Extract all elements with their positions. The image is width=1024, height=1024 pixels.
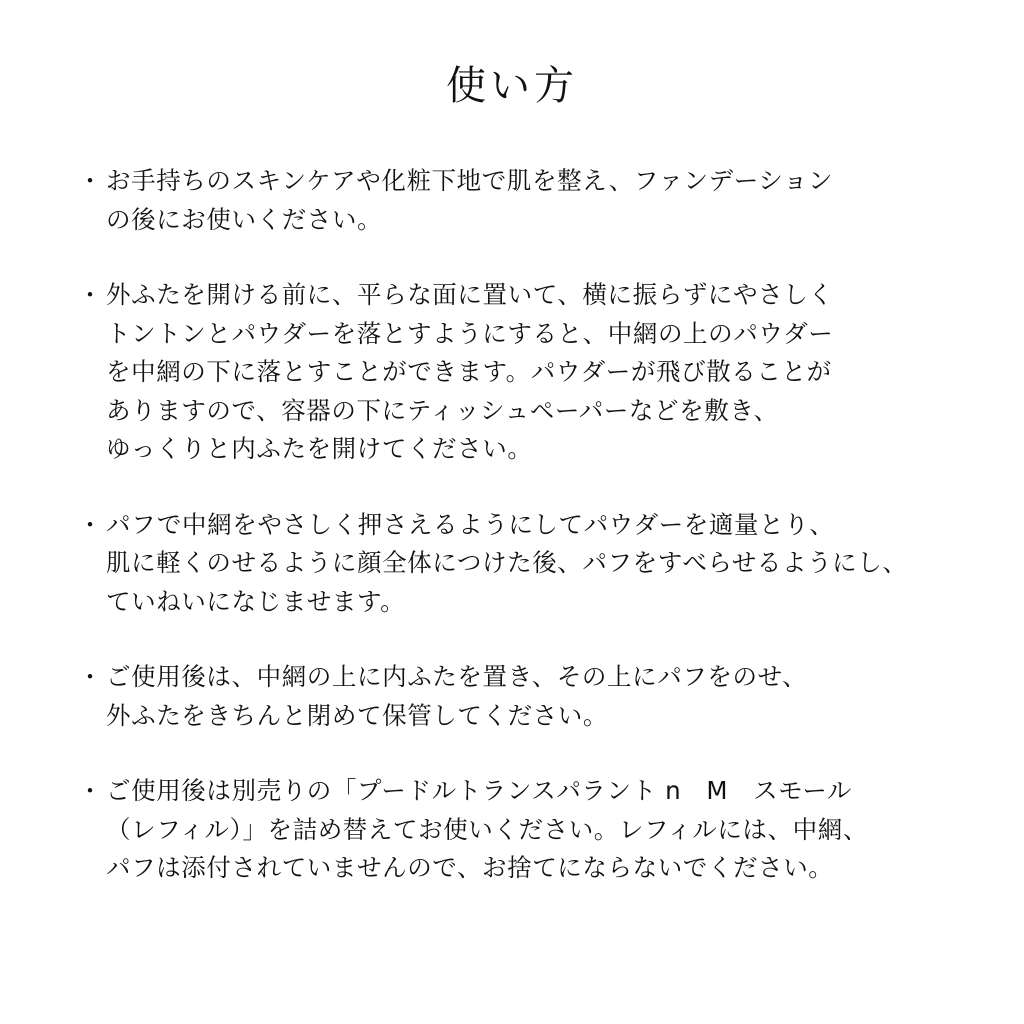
bullet-marker: ・: [78, 281, 102, 309]
instruction-line: 外ふたをきちんと閉めて保管してください。: [106, 700, 608, 730]
instruction-line: ご使用後は、中網の上に内ふたを置き、その上にパフをのせ、: [106, 662, 808, 691]
instruction-line: ゆっくりと内ふたを開けてください。: [106, 434, 533, 463]
instruction-line: ご使用後は別売りの「プードルトランスパラント n M スモール: [106, 776, 853, 805]
bullet-marker: ・: [78, 510, 102, 539]
instruction-line: トントンとパウダーを落とすようにすると、中網の上のパウダー: [106, 318, 834, 348]
page-title: 使い方: [446, 63, 578, 109]
instruction-list: [72, 162, 972, 888]
instruction-line: ありますので、容器の下にティッシュペーパーなどを敷き、: [106, 395, 779, 425]
instruction-line: 外ふたを開ける前に、平らな面に置いて、横に振らずにやさしく: [106, 280, 834, 309]
instruction-line: パフは添付されていませんので、お捨てにならないでください。: [106, 853, 834, 882]
instruction-item-5: [72, 772, 972, 888]
instruction-item-4: [72, 658, 972, 735]
instruction-item-3: [72, 506, 972, 622]
instruction-line: パフで中網をやさしく押さえるようにしてパウダーを適量とり、: [106, 509, 835, 539]
instruction-item-2: [72, 276, 972, 469]
instruction-line: （レフィル）」を詰め替えてお使いください。レフィルには、中網、: [106, 814, 868, 844]
instruction-line: お手持ちのスキンケアや化粧下地で肌を整え、ファンデーション: [106, 166, 834, 195]
instruction-line: の後にお使いください。: [106, 204, 383, 234]
instruction-line: 肌に軽くのせるように顔全体につけた後、パフをすべらせるようにし、: [106, 548, 908, 577]
bullet-marker: ・: [78, 777, 102, 805]
instruction-item-1: [72, 162, 972, 239]
bullet-marker: ・: [78, 167, 102, 195]
instruction-line: を中網の下に落とすことができます。パウダーが飛び散ることが: [106, 357, 832, 386]
instruction-line: ていねいになじませます。: [106, 586, 406, 616]
bullet-marker: ・: [78, 663, 102, 691]
